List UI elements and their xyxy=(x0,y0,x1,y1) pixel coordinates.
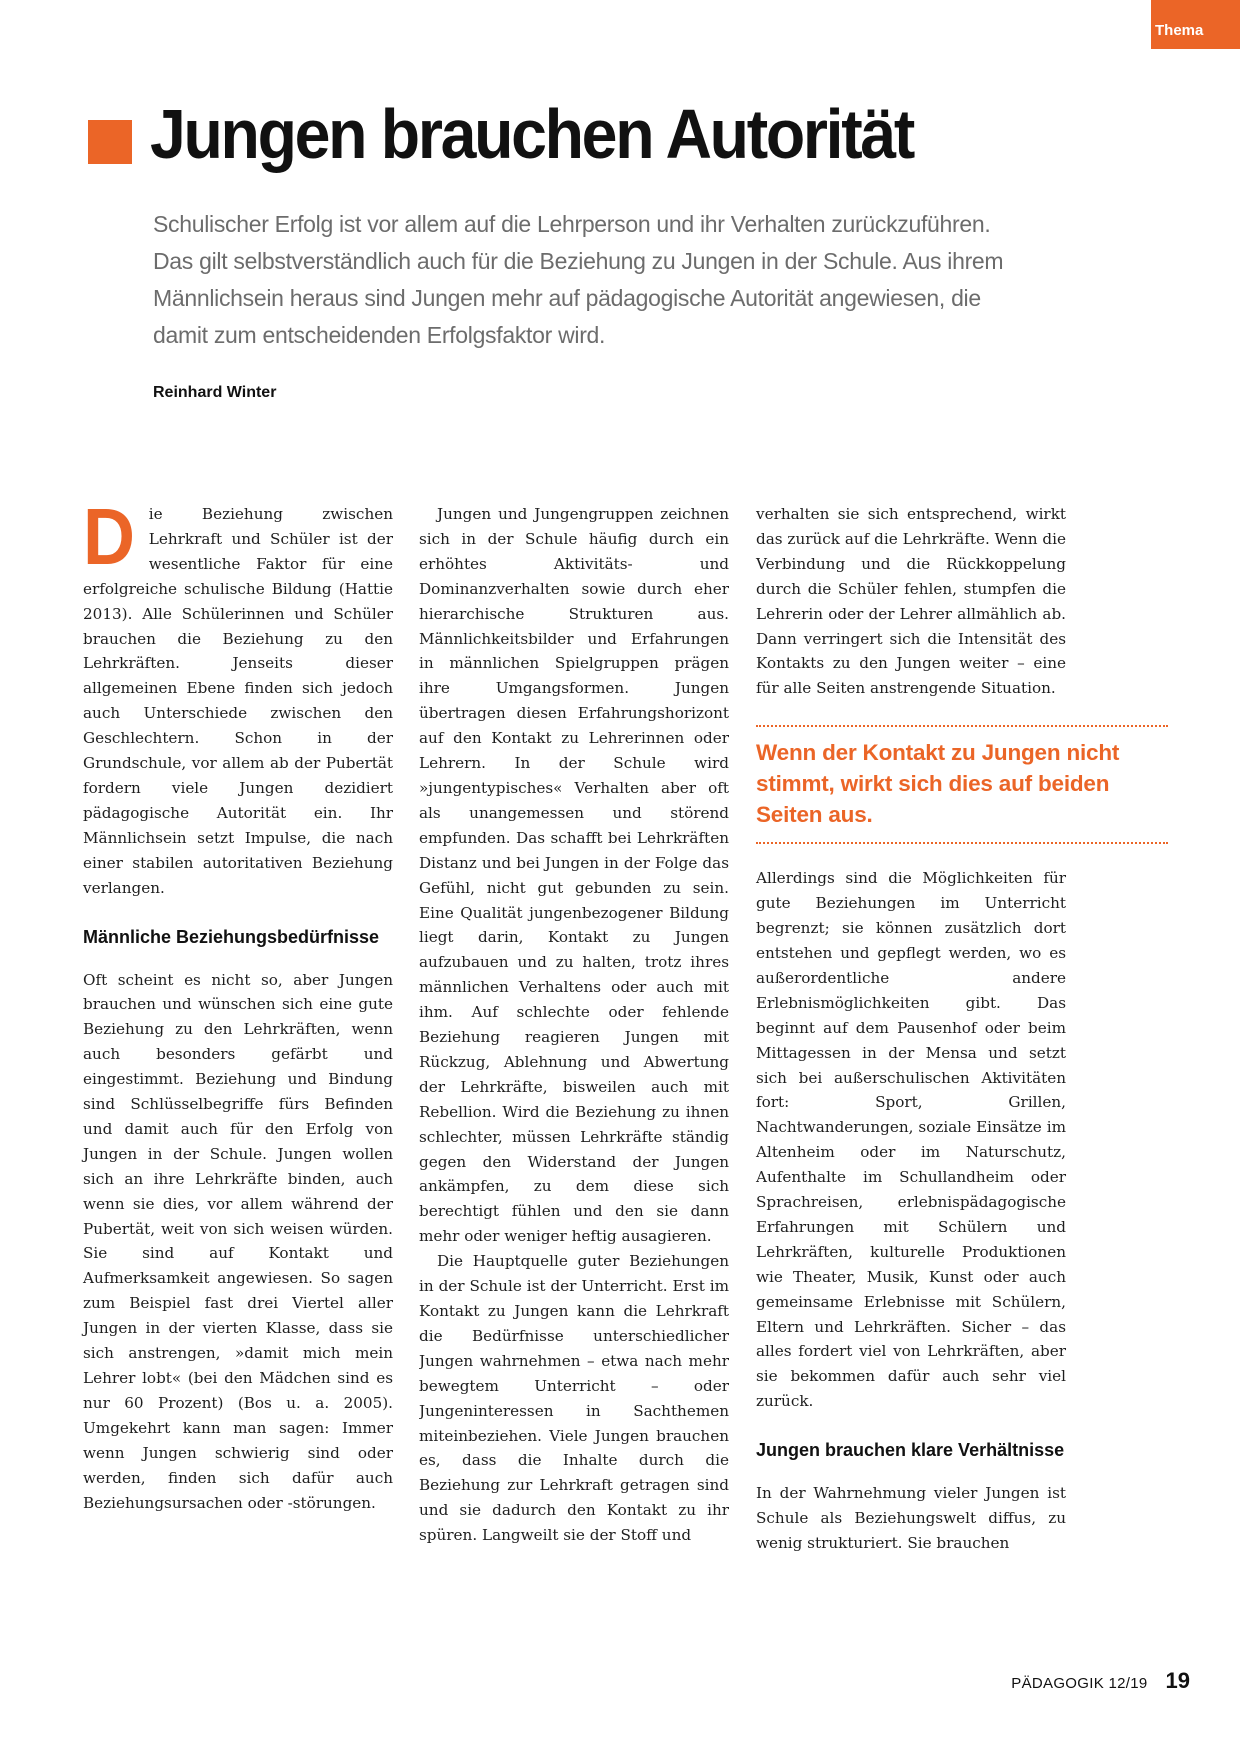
article-lead: Schulischer Erfolg ist vor allem auf die Lehrperson und ihr Verhalten zurückzuführen. Das gilt selbstverständlich auch für die Beziehung zu Jungen in der Schule. Aus ihrem Männlichsein heraus sind Jungen mehr auf pädagogische Autorität angewiesen, die damit zum entscheidenden Erfolgsfaktor wird. xyxy=(153,211,1004,348)
article-title: Jungen brauchen Autorität xyxy=(150,95,914,173)
paragraph-6: In der Wahrnehmung vieler Jungen ist Schule als Beziehungswelt diffus, zu wenig strukturiert. Sie brauchen xyxy=(756,1484,1066,1552)
paragraph-5: Allerdings sind die Möglichkeiten für gute Beziehungen im Unterricht begrenzt; sie können zusätzlich dort entstehen und gepflegt werden, wo es außerordentliche andere Erlebnismöglichkeiten gibt. Das beginnt auf dem Pausenhof oder beim Mittagessen in der Mensa und setzt sich bei außerschulischen Aktivitäten fort: Sport, Grillen, Nachtwanderungen, soziale Einsätze im Altenheim oder im Naturschutz, Aufenthalte im Schullandheim oder Sprachreisen, erlebnispädagogische Erfahrungen mit Schülern und Lehrkräften, kulturelle Produktionen wie Theater, Musik, Kunst oder auch gemeinsame Erlebnisse mit Schülern, Eltern und Lehrkräften. Sicher – das alles fordert viel von Lehrkräften, aber sie bekommen dafür auch sehr viel zurück. xyxy=(756,869,1066,1411)
paragraph-intro-text: ie Beziehung zwischen Lehrkraft und Schüler ist der wesentliche Faktor für eine erfolgreiche schulische Bildung (Hattie 2013). Alle Schülerinnen und Schüler brauchen die Beziehung zu den Lehrkräften. Jenseits dieser allgemeinen Ebene finden sich jedoch auch Unterschiede zwischen den Geschlechtern. Schon in der Grundschule, vor allem ab der Pubertät fordern viele Jungen dezidiert pädagogische Autorität ein. Ihr Männlichsein setzt Impulse, die nach einer stabilen autoritativen Beziehung verlangen. xyxy=(83,505,393,897)
pull-quote-text: Wenn der Kontakt zu Jungen nicht stimmt, wirkt sich dies auf beiden Seiten aus. xyxy=(756,740,1120,828)
paragraph-4: Die Hauptquelle guter Beziehungen in der Schule ist der Unterricht. Erst im Kontakt zu Jungen kann die Lehrkraft die Bedürfnisse unterschiedlicher Jungen wahrnehmen – etwa nach mehr bewegtem Unterricht – oder Jungeninteressen in Sachthemen miteinbeziehen. Viele Jungen brauchen es, dass die Inhalte durch die Beziehung zur Lehrkraft getragen sind und sie dadurch den Kontakt zu ihr spüren. Langweilt sie der Stoff und xyxy=(419,1252,729,1545)
paragraph-3: Jungen und Jungengruppen zeichnen sich in der Schule häufig durch ein erhöhtes Aktivitäts- und Dominanzverhalten sowie durch eher hierarchische Strukturen aus. Männlichkeitsbilder und Erfahrungen in männlichen Spielgruppen prägen ihre Umgangsformen. Jungen übertragen diesen Erfahrungshorizont auf den Kontakt zu Lehrerinnen oder Lehrern. In der Schule wird »jungentypisches« Verhalten aber oft als unangemessen und störend empfunden. Das schafft bei Lehrkräften Distanz und bei Jungen in der Folge das Gefühl, nicht gut gebunden zu sein. Eine Qualität jungenbezogener Bildung liegt darin, Kontakt zu Jungen aufzubauen und zu halten, trotz ihres männlichen Verhaltens oder auch mit ihm. Auf schlechte oder fehlende Beziehung reagieren Jungen mit Rückzug, Ablehnung und Abwertung der Lehrkräfte, bisweilen auch mit Rebellion. Wird die Beziehung zu ihnen schlechter, müssen Lehrkräfte ständig gegen den Widerstand der Jungen ankämpfen, zu dem diese sich berechtigt fühlen und den sie dann mehr oder weniger heftig ausagieren. xyxy=(419,505,729,1246)
paragraph-4-continued: verhalten sie sich entsprechend, wirkt das zurück auf die Lehrkräfte. Wenn die Verbindung und die Rückkoppelung durch die Schüler fehlen, stumpfen die Lehrerin oder der Lehrer allmählich ab. Dann verringert sich die Intensität des Kontakts zu den Jungen weiter – eine für alle Seiten anstrengende Situation. xyxy=(756,505,1066,698)
paragraph-2: Oft scheint es nicht so, aber Jungen brauchen und wünschen sich eine gute Beziehung zu den Lehrkräften, wenn auch besonders gefärbt und eingestimmt. Beziehung und Bindung sind Schlüsselbegriffe fürs Befinden und damit auch für den Erfolg von Jungen in der Schule. Jungen wollen sich an ihre Lehrkräfte binden, auch wenn sie dies, vor allem während der Pubertät, weit von sich weisen würden. Sie sind auf Kontakt und Aufmerksamkeit angewiesen. So sagen zum Beispiel fast drei Viertel aller Jungen in der vierten Klasse, dass sie sich anstrengen, »damit mich mein Lehrer lobt« (bei den Mädchen sind es nur 60 Prozent) (Bos u. a. 2005). Umgekehrt kann man sagen: Immer wenn Jungen schwierig sind oder werden, finden sich dafür auch Beziehungsursachen oder -störungen. xyxy=(83,970,393,1512)
paragraph-intro xyxy=(83,492,393,901)
section-tab xyxy=(1151,0,1240,49)
section-tab-label: Thema xyxy=(1155,22,1204,39)
subheading-klare-verhaeltnisse: Jungen brauchen klare Verhältnisse xyxy=(756,1440,1065,1461)
page-footer xyxy=(1011,1668,1190,1694)
column-2 xyxy=(419,502,729,1572)
drop-cap: D xyxy=(83,492,136,581)
column-1 xyxy=(83,492,393,1515)
subheading-maennliche: Männliche Beziehungsbedürfnisse xyxy=(83,926,380,947)
article-author: Reinhard Winter xyxy=(153,384,277,401)
column-3-body xyxy=(756,502,1120,1556)
magazine-issue: PÄDAGOGIK 12/19 xyxy=(1011,1675,1148,1692)
pull-quote xyxy=(756,725,1168,844)
title-square-icon xyxy=(88,120,132,164)
page-number: 19 xyxy=(1165,1668,1190,1693)
